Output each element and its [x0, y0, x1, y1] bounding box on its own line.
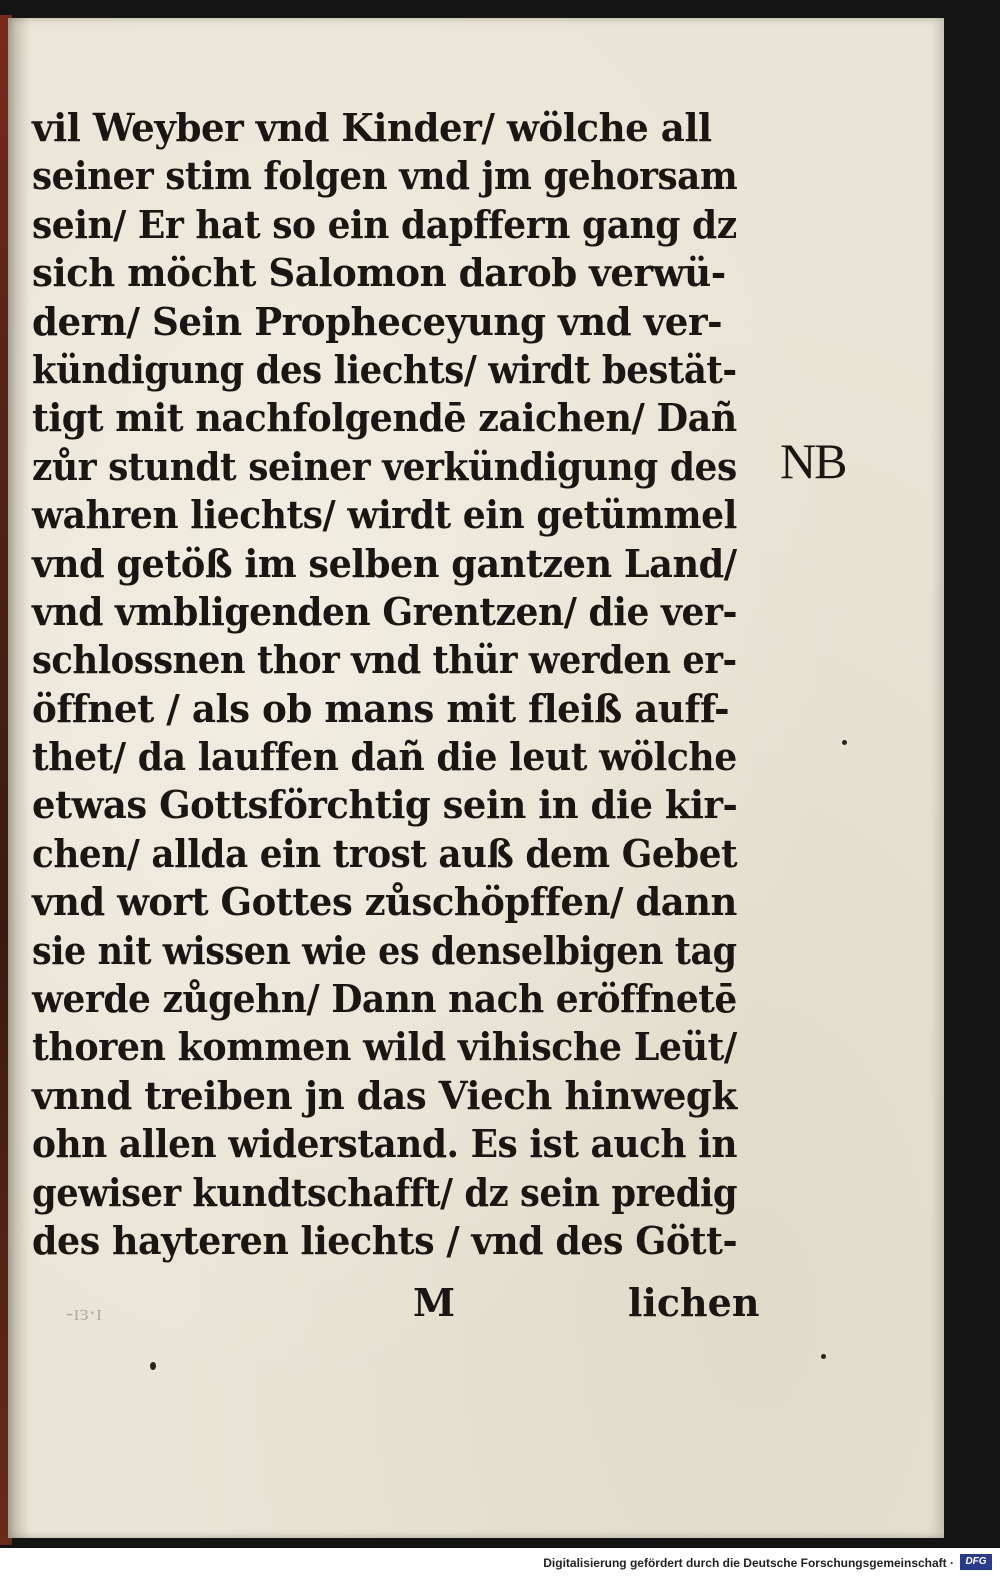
- text-line: kündigung des liechts/ wirdt bestät-: [32, 346, 737, 392]
- book-page: [8, 18, 944, 1538]
- text-line: dern/ Sein Propheceyung vnd ver-: [32, 298, 723, 344]
- text-line: vnnd treiben jn das Viech hinwegk: [32, 1072, 737, 1118]
- text-line: tigt mit nachfolgendē zaichen/ Dañ: [32, 395, 737, 441]
- faint-pencil-mark: -ɪɜ·ɪ: [66, 1300, 103, 1325]
- text-line: thoren kommen wild vihische Leüt/: [32, 1024, 737, 1070]
- footer-bar: [0, 1548, 1000, 1586]
- text-line: vil Weyber vnd Kinder/ wölche all: [32, 105, 712, 150]
- text-line: wahren liechts/ wirdt ein getümmel: [32, 492, 737, 538]
- text-line: vnd vmbligenden Grentzen/ die ver-: [32, 588, 737, 634]
- ink-speck: [150, 1362, 156, 1370]
- text-line: zůr stundt seiner verkündigung des: [32, 443, 737, 489]
- margin-note: NB: [780, 433, 846, 489]
- text-line: ohn allen widerstand. Es ist auch in: [32, 1121, 738, 1167]
- dfg-logo: DFG: [960, 1554, 992, 1570]
- catchword: lichen: [628, 1280, 760, 1325]
- text-line: chen/ allda ein trost auß dem Gebet: [32, 830, 738, 876]
- text-line: vnd getöß im selben gantzen Land/: [32, 540, 737, 586]
- text-line: schlossnen thor vnd thür werden er-: [32, 637, 737, 683]
- ink-speck: [842, 740, 847, 745]
- text-line: etwas Gottsförchtig sein in die kir-: [32, 782, 738, 828]
- text-line: sein/ Er hat so ein dapffern gang dz: [32, 201, 737, 247]
- page-foot: [8, 1280, 944, 1330]
- signature-mark: M: [413, 1280, 456, 1325]
- text-line: thet/ da lauffen dañ die leut wölche: [32, 734, 737, 780]
- text-line: seiner stim folgen vnd jm gehorsam: [32, 153, 738, 199]
- ink-speck: [821, 1354, 826, 1359]
- text-line: gewiser kundtschafft/ dz sein predig: [32, 1169, 738, 1215]
- text-line: öffnet / als ob mans mit fleiß auff-: [32, 685, 730, 731]
- text-line: sich möcht Salomon darob verwü-: [32, 250, 726, 296]
- text-line: des hayteren liechts / vnd des Gött-: [32, 1217, 738, 1263]
- text-line: sie nit wissen wie es denselbigen tag: [32, 927, 737, 973]
- text-line: vnd wort Gottes zůschöpffen/ dann: [32, 879, 737, 925]
- text-line: werde zůgehn/ Dann nach eröffnetē: [32, 976, 737, 1022]
- body-text: [32, 104, 752, 1265]
- funding-credit: Digitalisierung gefördert durch die Deutsche Forschungsgemeinschaft ·: [543, 1556, 954, 1570]
